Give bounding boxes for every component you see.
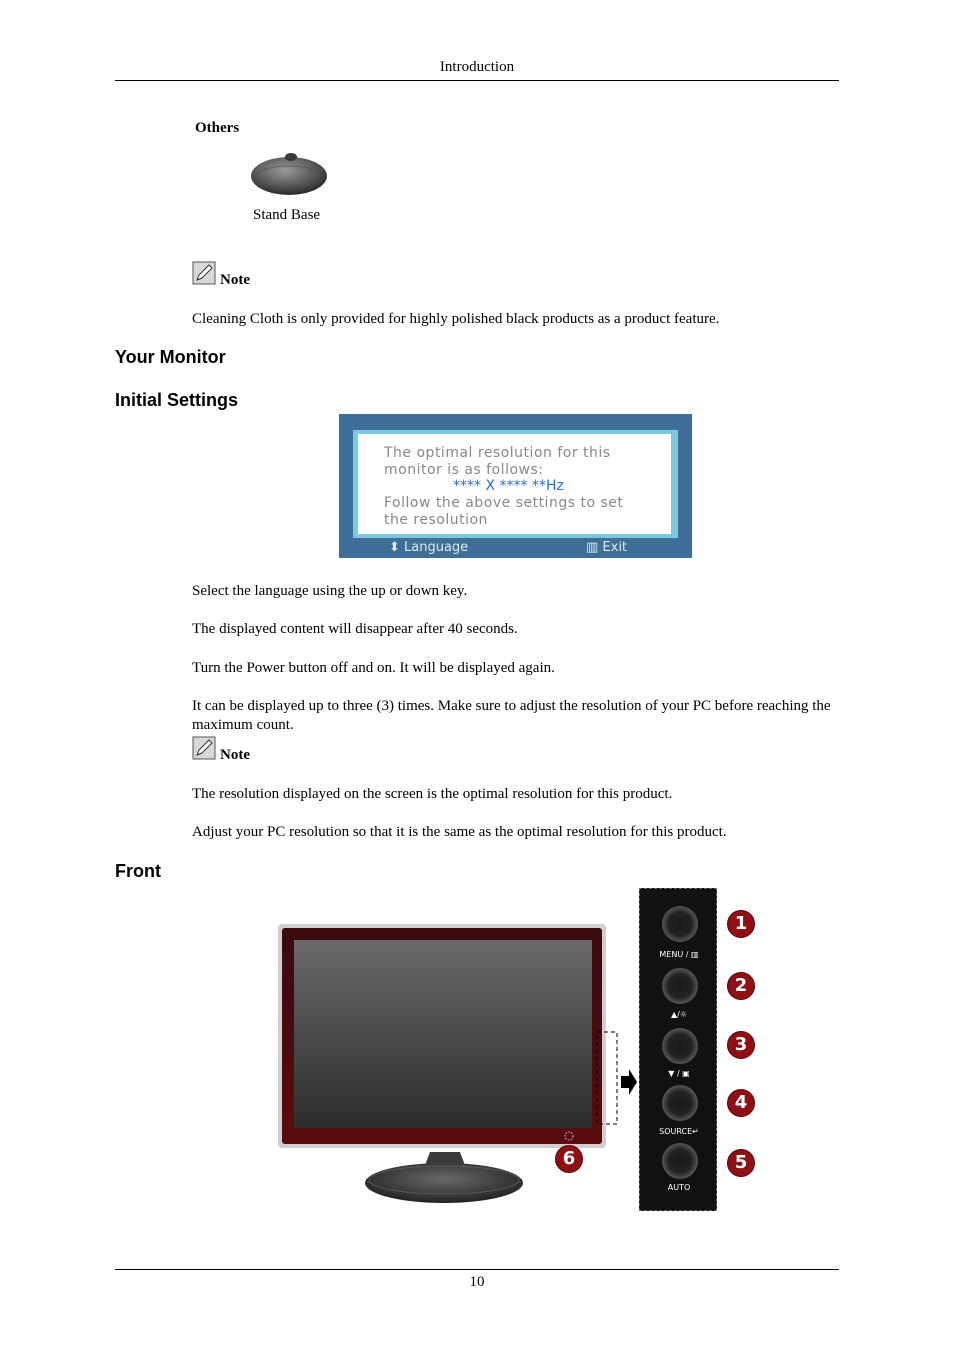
osd-line-2: monitor is as follows: xyxy=(384,462,544,478)
note2-text-1: The resolution displayed on the screen is the optimal resolution for this product. xyxy=(192,786,673,802)
callout-1: 1 xyxy=(727,910,755,938)
osd-line-3: Follow the above settings to set xyxy=(384,495,624,511)
page-number: 10 xyxy=(469,1274,485,1290)
note1-label: Note xyxy=(220,272,250,288)
callout-3: 3 xyxy=(727,1031,755,1059)
control-panel xyxy=(639,888,717,1211)
auto-button xyxy=(662,1143,698,1179)
callout-4: 4 xyxy=(727,1089,755,1117)
page-header-title: Introduction xyxy=(439,59,515,75)
stand-base-image xyxy=(250,147,330,197)
callout-5: 5 xyxy=(727,1149,755,1177)
auto-button-label: AUTO xyxy=(667,1183,691,1192)
note2-label: Note xyxy=(220,747,250,763)
osd-line-4: the resolution xyxy=(384,512,488,528)
osd-screen xyxy=(339,414,692,558)
source-button xyxy=(662,1085,698,1121)
note2-text-2: Adjust your PC resolution so that it is the same as the optimal resolution for this product. xyxy=(192,824,727,840)
paragraph-max-count: It can be displayed up to three (3) times. Make sure to adjust the resolution of your PC before reaching the maximum count. xyxy=(192,698,831,733)
note-icon xyxy=(192,261,216,285)
source-button-label: SOURCE↵ xyxy=(659,1127,699,1136)
up-brightness-label: ▲/☼ xyxy=(670,1010,688,1019)
callout-2: 2 xyxy=(727,972,755,1000)
down-button xyxy=(662,1028,698,1064)
footer-rule xyxy=(115,1269,839,1270)
note-icon xyxy=(192,736,216,760)
your-monitor-heading: Your Monitor xyxy=(115,347,226,367)
others-heading: Others xyxy=(195,120,240,136)
initial-settings-heading: Initial Settings xyxy=(115,390,239,410)
osd-line-1: The optimal resolution for this xyxy=(384,445,611,461)
osd-language-hint: ⬍ Language xyxy=(389,540,469,555)
front-heading: Front xyxy=(115,861,161,881)
up-brightness-button xyxy=(662,968,698,1004)
power-button-callout: 6 xyxy=(555,1145,583,1173)
menu-button xyxy=(662,906,698,942)
osd-message-box xyxy=(358,434,671,534)
header-rule xyxy=(115,80,839,81)
paragraph-power: Turn the Power button off and on. It will be displayed again. xyxy=(192,660,555,676)
stand-base-label: Stand Base xyxy=(253,207,321,223)
arrow-right-icon xyxy=(620,1068,638,1096)
paragraph-select-language: Select the language using the up or down key. xyxy=(192,583,468,599)
osd-exit-hint: ▥ Exit xyxy=(586,540,628,555)
osd-frame xyxy=(353,430,678,538)
paragraph-disappear: The displayed content will disappear after 40 seconds. xyxy=(192,621,518,637)
down-button-label: ▼ / ▣ xyxy=(668,1069,690,1078)
osd-resolution: **** X **** **Hz xyxy=(453,478,564,494)
menu-button-label: MENU / ▥ xyxy=(659,950,699,959)
note1-text: Cleaning Cloth is only provided for highly polished black products as a product feature. xyxy=(192,311,720,327)
